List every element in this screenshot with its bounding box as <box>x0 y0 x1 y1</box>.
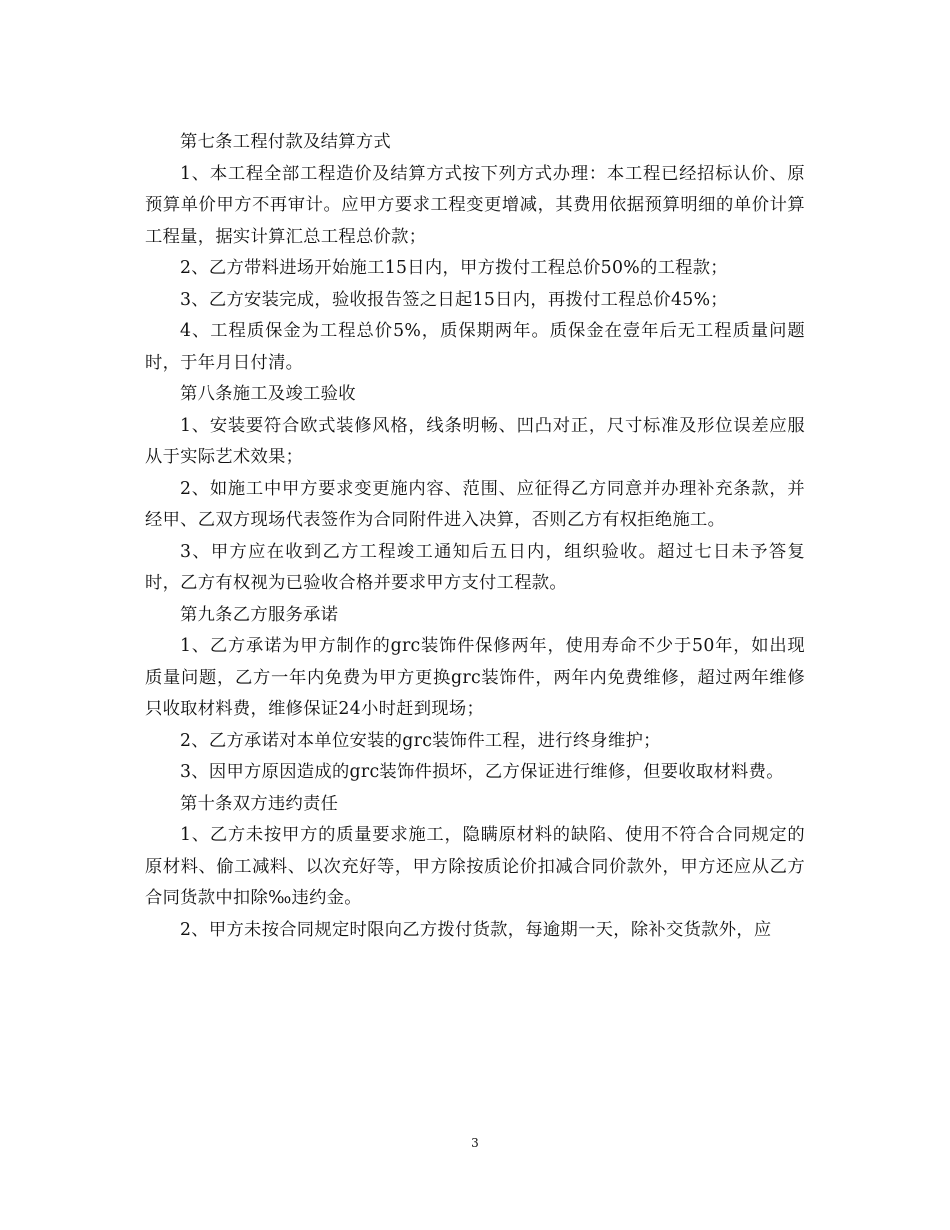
document-body <box>145 127 805 946</box>
clause-8-2: 2、如施工中甲方要求变更施内容、范围、应征得乙方同意并办理补充条款，并经甲、乙双方现场代表签作为合同附件进入决算，否则乙方有权拒绝施工。 <box>145 478 805 530</box>
section-heading-article-9: 第九条乙方服务承诺 <box>180 604 339 625</box>
clause-7-1: 1、本工程全部工程造价及结算方式按下列方式办理：本工程已经招标认价、原预算单价甲方不再审计。应甲方要求工程变更增减，其费用依据预算明细的单价计算工程量，据实计算汇总工程总价款； <box>145 163 805 247</box>
clause-7-2: 2、乙方带料进场开始施工15日内，甲方拨付工程总价50%的工程款； <box>180 258 728 278</box>
clause-8-3: 3、甲方应在收到乙方工程竣工通知后五日内，组织验收。超过七日未予答复时，乙方有权视为已验收合格并要求甲方支付工程款。 <box>145 541 805 593</box>
page-number: 3 <box>471 1136 479 1150</box>
clause-9-1: 1、乙方承诺为甲方制作的grc装饰件保修两年，使用寿命不少于50年，如出现质量问题，乙方一年内免费为甲方更换grc装饰件，两年内免费维修，超过两年维修只收取材料费，维修保证24小时赶到现场； <box>145 636 805 719</box>
clause-8-1: 1、安装要符合欧式装修风格，线条明畅、凹凸对正，尺寸标准及形位误差应服从于实际艺术效果； <box>145 415 805 467</box>
clause-9-3: 3、因甲方原因造成的grc装饰件损坏，乙方保证进行维修，但要收取材料费。 <box>180 762 784 782</box>
section-heading-article-7: 第七条工程付款及结算方式 <box>180 132 391 152</box>
section-heading-article-10: 第十条双方违约责任 <box>180 793 339 814</box>
clause-10-2: 2、甲方未按合同规定时限向乙方拨付货款，每逾期一天，除补交货款外，应 <box>180 919 772 940</box>
section-heading-article-8: 第八条施工及竣工验收 <box>180 384 356 404</box>
clause-7-4: 4、工程质保金为工程总价5%，质保期两年。质保金在壹年后无工程质量问题时，于年月日付清。 <box>145 321 805 373</box>
clause-10-1: 1、乙方未按甲方的质量要求施工，隐瞒原材料的缺陷、使用不符合合同规定的原材料、偷工减料、以次充好等，甲方除按质论价扣减合同价款外，甲方还应从乙方合同货款中扣除‰违约金。 <box>145 825 805 908</box>
clause-9-2: 2、乙方承诺对本单位安装的grc装饰件工程，进行终身维护； <box>180 730 661 751</box>
clause-7-3: 3、乙方安装完成，验收报告签之日起15日内，再拨付工程总价45%； <box>180 289 728 310</box>
